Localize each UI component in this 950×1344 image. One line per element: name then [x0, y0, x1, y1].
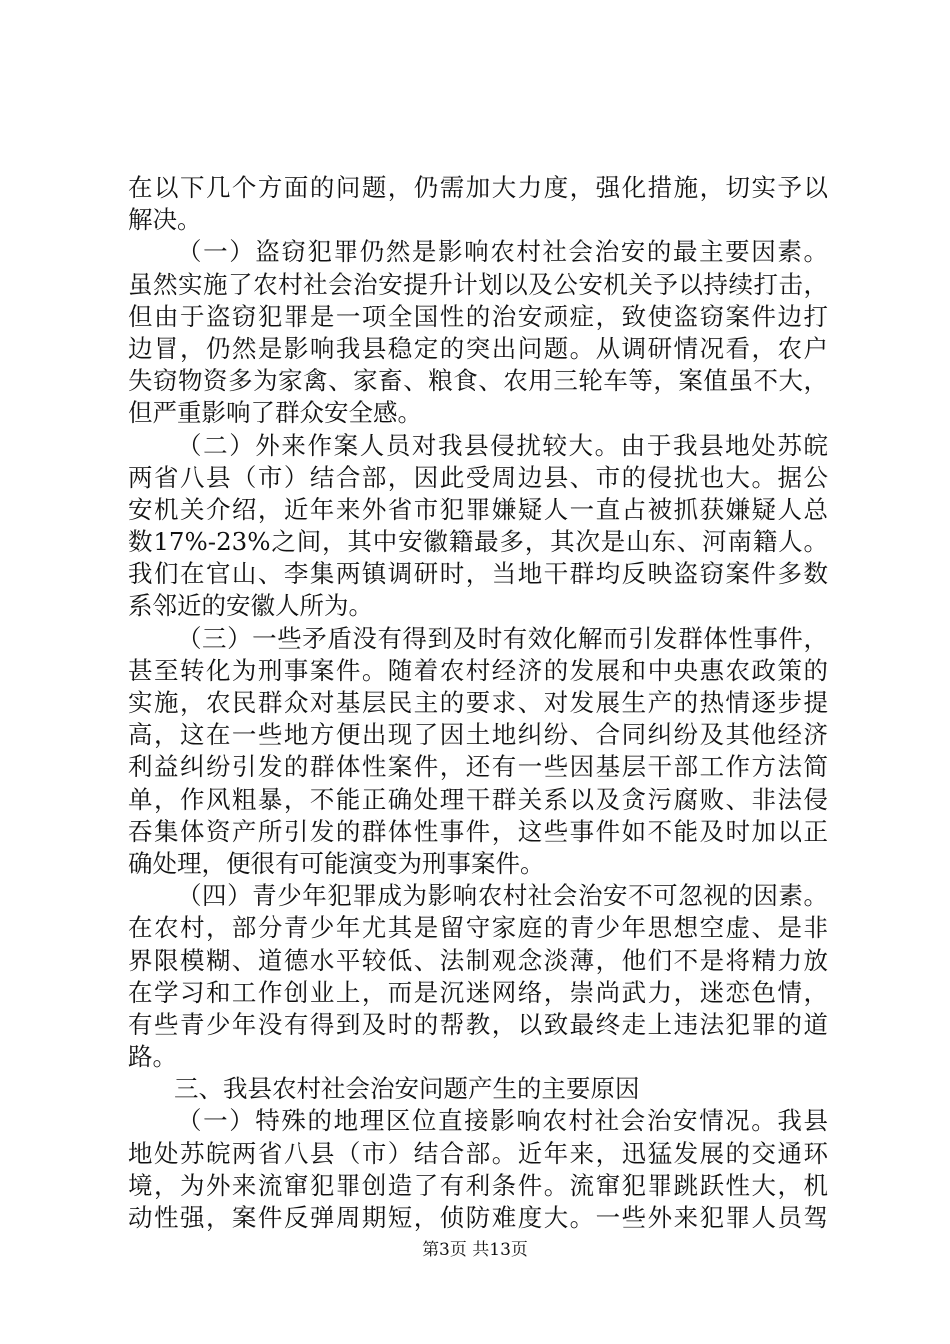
- text-line: 边冒，仍然是影响我县稳定的突出问题。从调研情况看，农户: [128, 333, 828, 363]
- paragraph-heading-1: （一）盗窃犯罪仍然是影响农村社会治安的最主要因素。: [177, 237, 828, 267]
- text-line: 解决。: [128, 205, 202, 235]
- text-line: 但由于盗窃犯罪是一项全国性的治安顽症，致使盗窃案件边打: [128, 301, 828, 331]
- text-line: 动性强，案件反弹周期短，侦防难度大。一些外来犯罪人员驾: [128, 1203, 828, 1232]
- text-line: 路。: [128, 1042, 177, 1072]
- text-line: 系邻近的安徽人所为。: [128, 591, 373, 621]
- text-line: 在农村，部分青少年尤其是留守家庭的青少年思想空虚、是非: [128, 913, 828, 943]
- paragraph-heading-3: （三）一些矛盾没有得到及时有效化解而引发群体性事件，: [177, 623, 828, 653]
- text-line: 在以下几个方面的问题，仍需加大力度，强化措施，切实予以: [128, 173, 828, 202]
- text-line: 两省八县（市）结合部，因此受周边县、市的侵扰也大。据公: [128, 462, 828, 492]
- text-line: 失窃物资多为家禽、家畜、粮食、农用三轮车等，案值虽不大，: [128, 366, 828, 396]
- text-line: 甚至转化为刑事案件。随着农村经济的发展和中央惠农政策的: [128, 655, 828, 685]
- text-line: 地处苏皖两省八县（市）结合部。近年来，迅猛发展的交通环: [128, 1138, 828, 1168]
- text-line: 但严重影响了群众安全感。: [128, 398, 422, 428]
- text-line: 有些青少年没有得到及时的帮教，以致最终走上违法犯罪的道: [128, 1009, 828, 1039]
- text-line: 安机关介绍，近年来外省市犯罪嫌疑人一直占被抓获嫌疑人总: [128, 494, 828, 524]
- text-line: 利益纠纷引发的群体性案件，还有一些因基层干部工作方法简: [128, 752, 828, 782]
- paragraph-heading-5: （一）特殊的地理区位直接影响农村社会治安情况。我县: [177, 1106, 828, 1136]
- section-heading: 三、我县农村社会治安问题产生的主要原因: [174, 1074, 640, 1104]
- text-line: 虽然实施了农村社会治安提升计划以及公安机关予以持续打击，: [128, 269, 828, 299]
- text-line: 境，为外来流窜犯罪创造了有利条件。流窜犯罪跳跃性大，机: [128, 1170, 828, 1200]
- text-line: 确处理，便很有可能演变为刑事案件。: [128, 848, 545, 878]
- paragraph-heading-2: （二）外来作案人员对我县侵扰较大。由于我县地处苏皖: [177, 430, 828, 460]
- text-line: 界限模糊、道德水平较低、法制观念淡薄，他们不是将精力放: [128, 945, 828, 975]
- body-text: [128, 172, 828, 1234]
- page-footer: 第3页 共13页: [422, 1240, 528, 1260]
- text-line: 在学习和工作创业上，而是沉迷网络，崇尚武力，迷恋色情，: [128, 977, 828, 1007]
- text-line: 高，这在一些地方便出现了因土地纠纷、合同纠纷及其他经济: [128, 720, 828, 750]
- text-line: 单，作风粗暴，不能正确处理干群关系以及贪污腐败、非法侵: [128, 784, 828, 814]
- paragraph-heading-4: （四）青少年犯罪成为影响农村社会治安不可忽视的因素。: [177, 881, 828, 911]
- text-line: 吞集体资产所引发的群体性事件，这些事件如不能及时加以正: [128, 816, 828, 846]
- text-line: 我们在官山、李集两镇调研时，当地干群均反映盗窃案件多数: [128, 559, 828, 589]
- text-line: 实施，农民群众对基层民主的要求、对发展生产的热情逐步提: [128, 688, 828, 717]
- text-line: 数17%-23%之间，其中安徽籍最多，其次是山东、河南籍人。: [128, 527, 828, 557]
